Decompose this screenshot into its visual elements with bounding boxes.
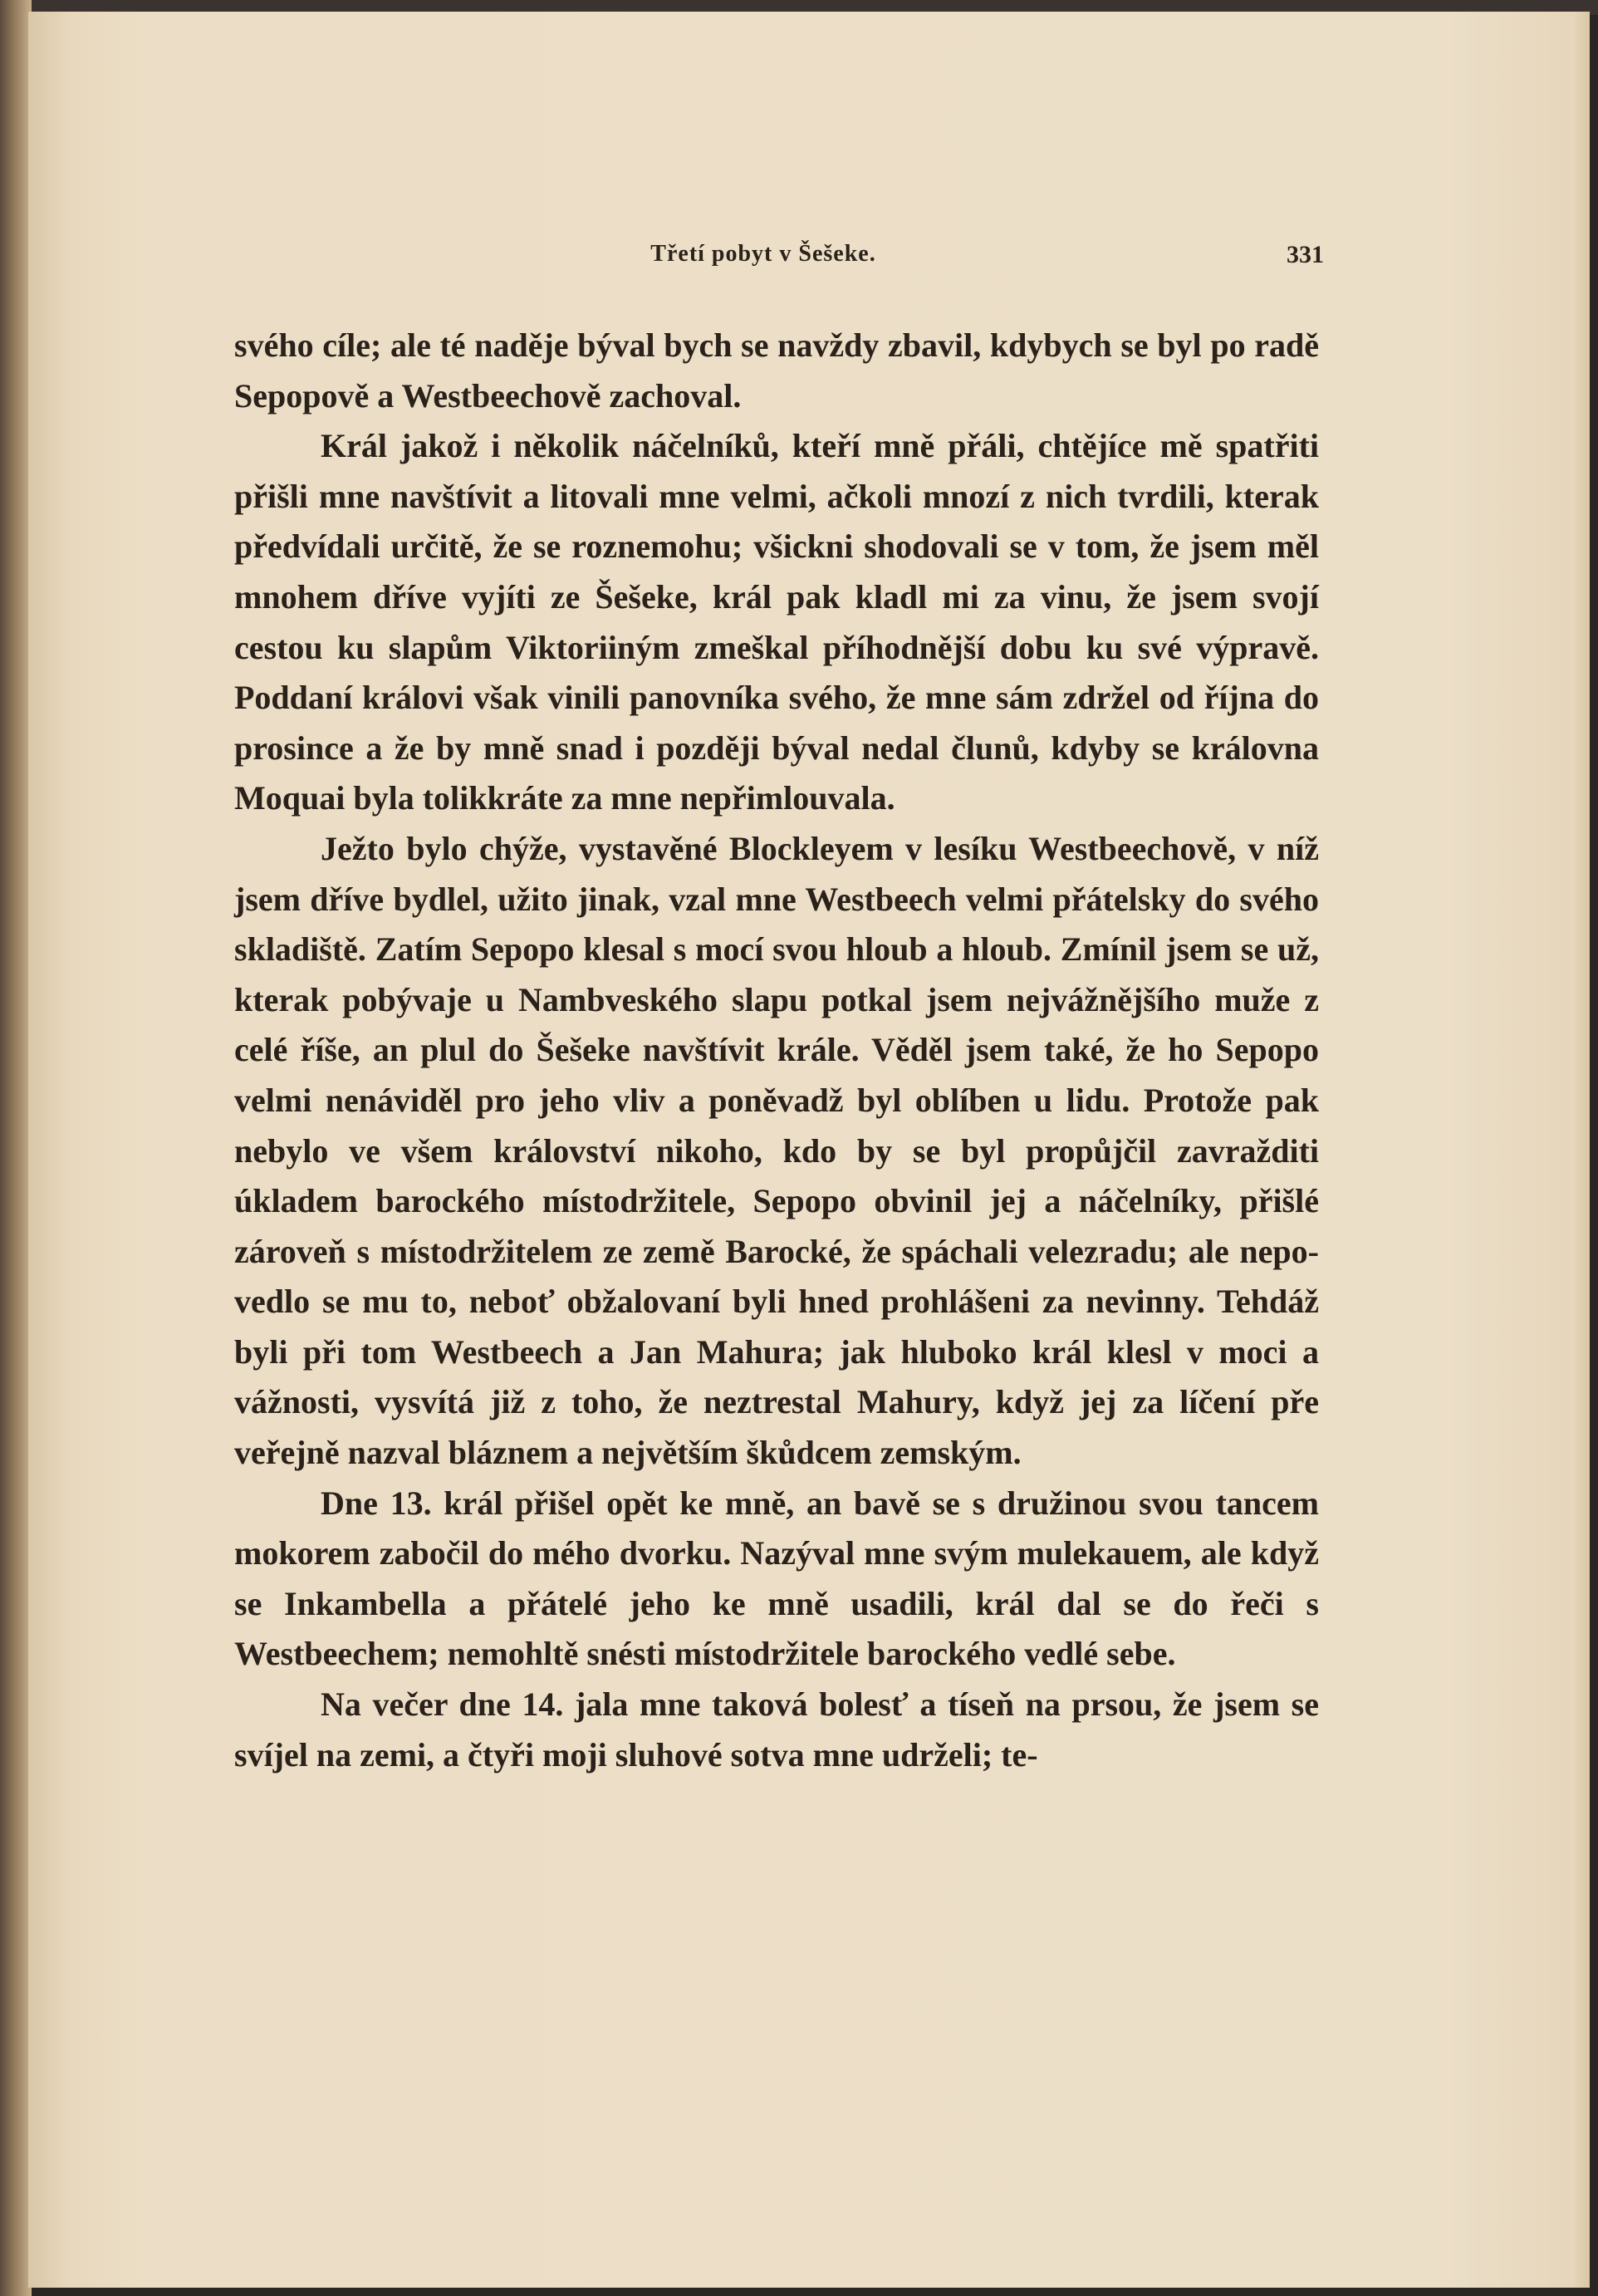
paragraph-2: Král jakož i několik náčelníků, kteří mně přáli, chtějíce mě spatřiti přišli mne navštívit a litovali mne velmi, ačkoli mnozí z nich tvrdili, kterak předvídali určitě, že se roznemohu; všickni shodovali se v tom, že jsem měl mnohem dříve vyjíti ze Šešeke, král pak kladl mi za vinu, že jsem svojí cestou ku slapům Viktoriiným zmeškal příhodnější dobu ku své výpravě. Poddaní královi však vinili panovníka svého, že mne sám zdržel od října do prosince a že by mně snad i později býval nedal člunů, kdyby se královna Moquai byla tolikkráte za mne nepřimlouvala. bbox=[234, 427, 1319, 817]
paragraph-3: Ježto bylo chýže, vystavěné Blockleyem v lesíku Westbeechově, v níž jsem dříve bydlel, užito jinak, vzal mne Westbeech velmi přátelsky do svého skladiště. Zatím Sepopo klesal s mocí svou hloub a hloub. Zmínil jsem se už, kterak pobývaje u Nambveského slapu potkal jsem nejvážnějšího muže z celé říše, an plul do Šešeke navštívit krále. Věděl jsem také, že ho Sepopo velmi nenáviděl pro jeho vliv a poněvadž byl oblíben u lidu. Protože pak nebylo ve všem království nikoho, kdo by se byl propůjčil zavražditi úkladem barockého místodržitele, Sepopo obvinil jej a náčelníky, přišlé zároveň s místodržitelem ze země Barocké, že spáchali velezradu; ale nepovedlo se mu to, neboť obžalovaní byli hned prohlášeni za nevinny. Tehdáž byli při tom Westbeech a Jan Mahura; jak hluboko král klesl v moci a vážnosti, vysvítá již z toho, že neztrestal Mahury, když jej za líčení pře veřejně nazval bláznem a největším škůdcem zemským. bbox=[234, 829, 1319, 1472]
book-page bbox=[28, 12, 1590, 2288]
page-number: 331 bbox=[1287, 241, 1324, 268]
book-binding bbox=[0, 0, 32, 2296]
page-header bbox=[203, 241, 1324, 274]
body-text bbox=[234, 321, 1319, 1780]
running-title: Třetí pobyt v Šešeke. bbox=[650, 241, 876, 267]
paragraph-5: Na večer dne 14. jala mne taková bolesť a tíseň na prsou, že jsem se svíjel na zemi, a čtyři moji sluhové sotva mne udrželi; te- bbox=[234, 1685, 1319, 1774]
paragraph-4: Dne 13. král přišel opět ke mně, an bavě se s družinou svou tancem mokorem zabočil do mého dvorku. Nazýval mne svým mulekauem, ale když se Inkambella a přátelé jeho ke mně usadili, král dal se do řeči s Westbeechem; nemohltě snésti místodržitele barockého vedlé sebe. bbox=[234, 1484, 1319, 1673]
paragraph-1: svého cíle; ale té naděje býval bych se navždy zbavil, kdybych se byl po radě Sepopově a Westbeechově zachoval. bbox=[234, 326, 1319, 415]
